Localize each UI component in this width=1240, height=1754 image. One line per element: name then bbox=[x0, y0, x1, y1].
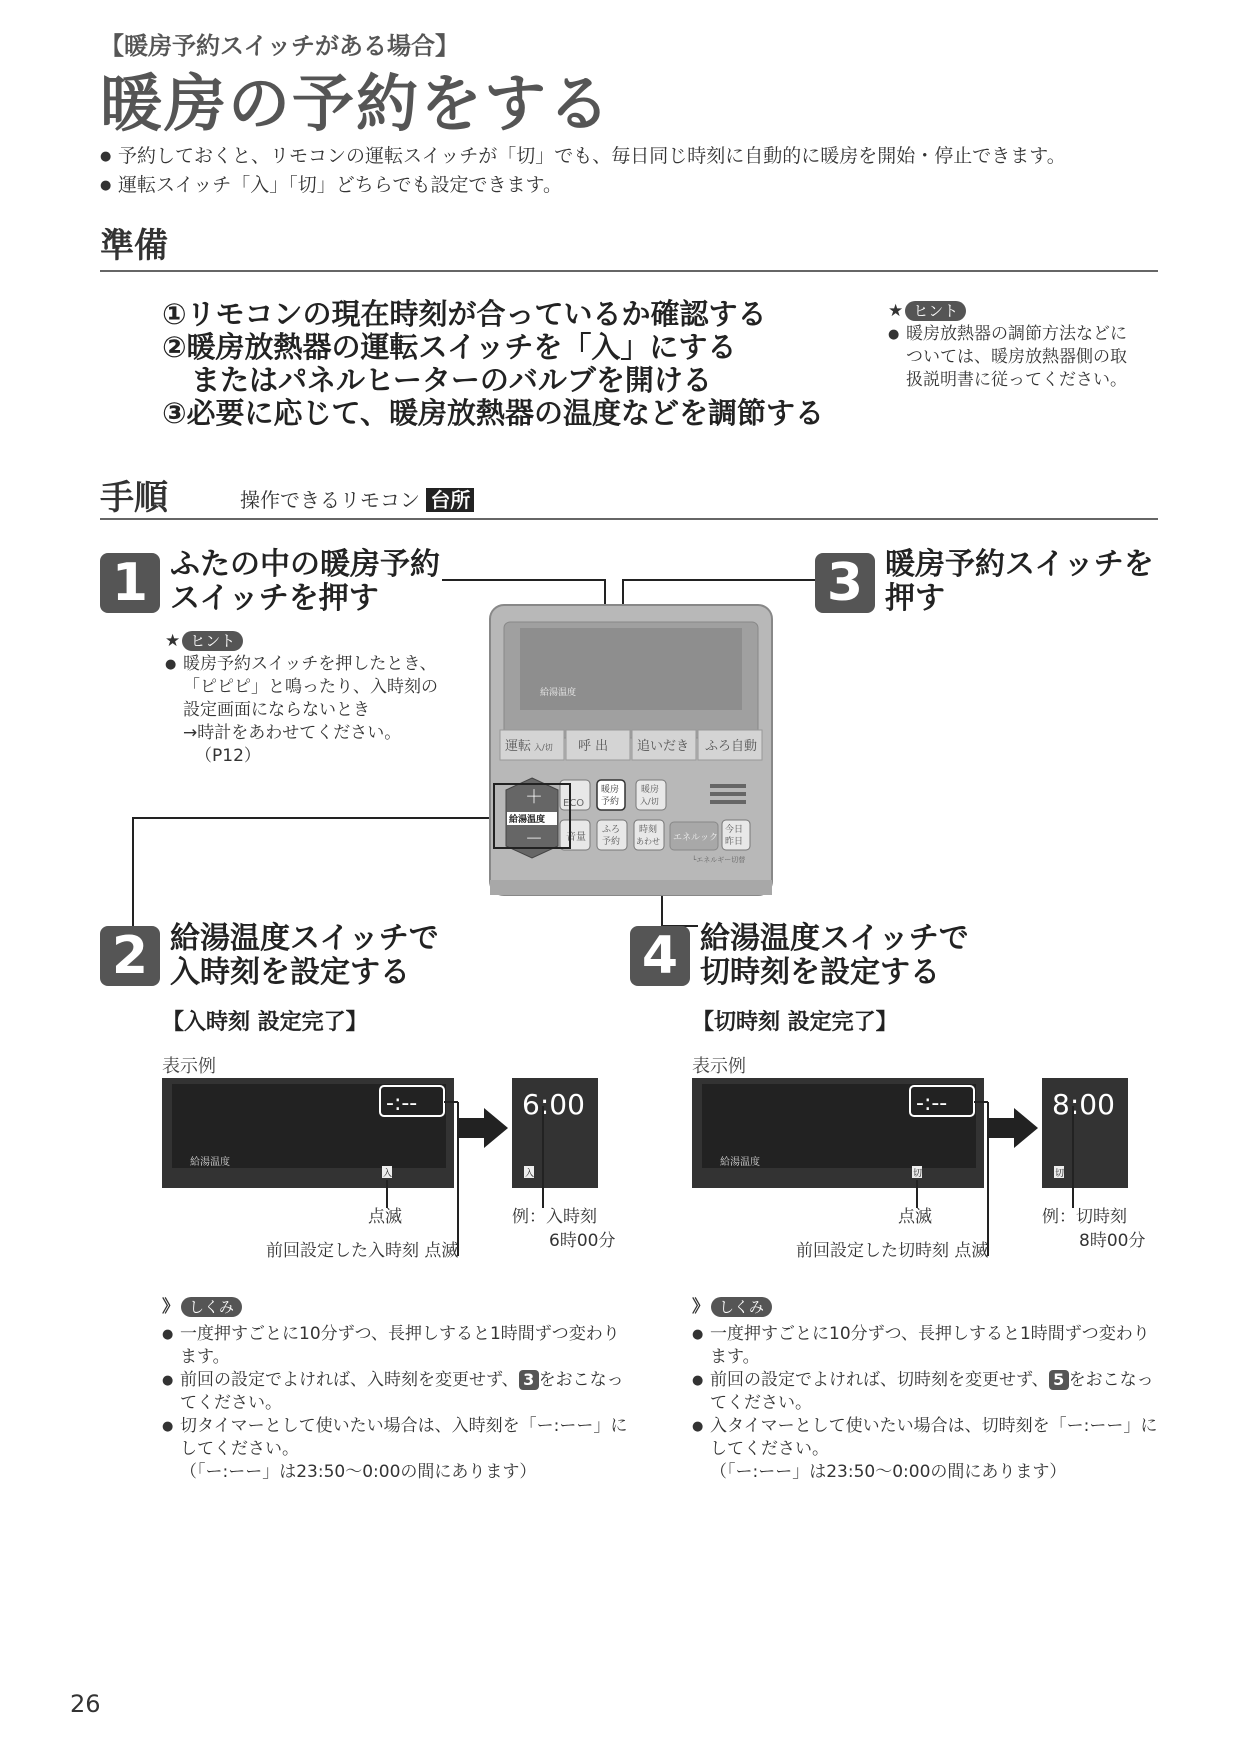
step-4-title bbox=[700, 922, 969, 990]
mech-item: ● 前回の設定でよければ、切時刻を変更せず、 5 をおこなってください。 bbox=[692, 1369, 1162, 1415]
temp-label: 給湯温度 bbox=[509, 815, 546, 825]
energy-sub-label: └エネルギー切替 bbox=[692, 856, 746, 864]
mech-item: ● 一度押すごとに10分ずつ、長押しすると1時間ずつ変わります。 bbox=[162, 1323, 632, 1369]
hint-line: ● 暖房放熱器の調節方法などに bbox=[906, 324, 1127, 344]
remote-screen-label[interactable]: 給湯温度 bbox=[540, 688, 577, 698]
bath-reserve-label: 予約 bbox=[602, 837, 621, 847]
left-display-label: 給湯温度 bbox=[190, 1157, 230, 1168]
heating-onoff-label: 暖房 bbox=[641, 785, 660, 795]
eco-button-label: ECO bbox=[563, 798, 585, 809]
left-result-time: 6:00 bbox=[522, 1088, 585, 1121]
hint-badge: ヒント bbox=[905, 301, 966, 321]
remote-label-text: 操作できるリモコン bbox=[240, 488, 420, 512]
right-blink-label: 点滅 bbox=[898, 1207, 932, 1227]
step-title-line: スイッチを押す bbox=[170, 581, 379, 616]
intro-item: ● 予約しておくと、リモコンの運転スイッチが「切」でも、毎日同じ時刻に自動的に暖房を開始・停止できます。 bbox=[100, 142, 1066, 171]
left-example-line1: 例：入時刻 bbox=[512, 1207, 597, 1227]
step-title-line: 押す bbox=[885, 581, 945, 616]
step-ref-badge: 5 bbox=[1049, 1370, 1069, 1390]
step-title-line: 入時刻を設定する bbox=[170, 955, 410, 990]
page-number: 26 bbox=[70, 1690, 101, 1718]
left-mechanism bbox=[162, 1296, 632, 1484]
double-chevron-icon: 》 bbox=[162, 1297, 179, 1317]
right-example-label: 表示例 bbox=[692, 1056, 746, 1077]
prep-item: ③必要に応じて、暖房放熱器の温度などを調節する bbox=[162, 396, 824, 430]
left-indicator: 入 bbox=[383, 1169, 393, 1179]
mech-badge: しくみ bbox=[711, 1297, 772, 1317]
bath-auto-button-label: ふろ自動 bbox=[705, 739, 758, 754]
speaker-icon bbox=[710, 784, 746, 804]
right-done-heading: 【切時刻 設定完了】 bbox=[692, 1010, 898, 1035]
intro-item: ● 運転スイッチ「入」「切」どちらでも設定できます。 bbox=[100, 171, 1066, 200]
left-example-line2: 6時00分 bbox=[549, 1231, 616, 1251]
left-blank-time: -:-- bbox=[386, 1091, 418, 1116]
right-blank-time: -:-- bbox=[916, 1091, 948, 1116]
step-title-line: ふたの中の暖房予約 bbox=[170, 547, 440, 582]
left-blink-label: 点滅 bbox=[368, 1207, 402, 1227]
prep-item: ②暖房放熱器の運転スイッチを「入」にする bbox=[162, 330, 737, 364]
today-label: 今日 bbox=[725, 825, 744, 835]
time-set-label: 時刻 bbox=[639, 825, 658, 835]
left-prev-label: 前回設定した入時刻 点滅 bbox=[266, 1241, 459, 1261]
bath-reserve-label: ふろ bbox=[602, 825, 621, 835]
right-indicator: 切 bbox=[913, 1169, 923, 1179]
energy-label: エネルック bbox=[673, 833, 719, 843]
heating-reserve-label: 暖房 bbox=[601, 785, 620, 795]
hint-line: 扱説明書に従ってください。 bbox=[906, 370, 1127, 390]
prep-item: またはパネルヒーターのバルブを開ける bbox=[162, 363, 712, 397]
hint-line: （P12） bbox=[195, 746, 261, 766]
mech-item: ● 切タイマーとして使いたい場合は、入時刻を「ー:ーー」にしてください。 （「ー:ーー」は23:50〜0:00の間にあります） bbox=[162, 1415, 632, 1484]
run-button-label: 運転 bbox=[505, 739, 532, 754]
hint-line: ● 暖房予約スイッチを押したとき、 bbox=[183, 654, 437, 674]
reheat-button-label: 追いだき bbox=[637, 739, 690, 754]
remote-bottom bbox=[490, 880, 772, 895]
step-title-line: 給湯温度スイッチで bbox=[700, 921, 969, 956]
hint-badge: ヒント bbox=[182, 631, 243, 651]
heating-onoff-label: 入/切 bbox=[640, 797, 659, 806]
right-mechanism bbox=[692, 1296, 1162, 1484]
mech-badge: しくみ bbox=[181, 1297, 242, 1317]
right-example-line2: 8時00分 bbox=[1079, 1231, 1146, 1251]
right-arrow-icon bbox=[458, 1108, 508, 1148]
hint-line: 設定画面にならないとき bbox=[183, 700, 370, 720]
hint-line: ついては、暖房放熱器側の取 bbox=[906, 347, 1127, 367]
step-1-number: 1 bbox=[100, 553, 160, 613]
step-ref-badge: 3 bbox=[519, 1370, 539, 1390]
double-chevron-icon: 》 bbox=[692, 1297, 709, 1317]
right-result-indicator: 切 bbox=[1055, 1169, 1065, 1179]
right-display-label: 給湯温度 bbox=[720, 1157, 760, 1168]
right-example-line1: 例：切時刻 bbox=[1042, 1207, 1127, 1227]
mech-item: ● 一度押すごとに10分ずつ、長押しすると1時間ずつ変わります。 bbox=[692, 1323, 1162, 1369]
call-button-label: 呼 出 bbox=[578, 739, 609, 754]
step-2-title bbox=[170, 922, 439, 990]
page-subtitle: 【暖房予約スイッチがある場合】 bbox=[100, 32, 460, 60]
right-result-time: 8:00 bbox=[1052, 1088, 1115, 1121]
preparation-heading: 準備 bbox=[100, 226, 168, 266]
step-title-line: 暖房予約スイッチを bbox=[885, 547, 1154, 582]
left-result-indicator: 入 bbox=[525, 1169, 535, 1179]
step-title-line: 給湯温度スイッチで bbox=[170, 921, 439, 956]
hint-line: →時計をあわせてください。 bbox=[183, 723, 402, 743]
step-title-line: 切時刻を設定する bbox=[700, 955, 940, 990]
step-3-number: 3 bbox=[815, 553, 875, 613]
prep-item: ①リモコンの現在時刻が合っているか確認する bbox=[162, 297, 767, 331]
remote-badge: 台所 bbox=[426, 488, 474, 512]
right-arrow-icon bbox=[988, 1108, 1038, 1148]
left-done-heading: 【入時刻 設定完了】 bbox=[162, 1010, 368, 1035]
right-prev-label: 前回設定した切時刻 点滅 bbox=[796, 1241, 989, 1261]
temp-plus-icon[interactable]: ＋ bbox=[525, 787, 543, 808]
temp-minus-icon[interactable]: － bbox=[525, 829, 543, 850]
procedure-heading: 手順 bbox=[100, 478, 168, 518]
page-title: 暖房の予約をする bbox=[100, 67, 613, 140]
mech-item: ● 前回の設定でよければ、入時刻を変更せず、 3 をおこなってください。 bbox=[162, 1369, 632, 1415]
step-2-number: 2 bbox=[100, 926, 160, 986]
heating-reserve-label: 予約 bbox=[601, 797, 620, 807]
star-icon: ★ bbox=[165, 631, 181, 651]
left-example-label: 表示例 bbox=[162, 1056, 216, 1077]
time-set-label: あわせ bbox=[636, 837, 660, 846]
star-icon: ★ bbox=[888, 301, 904, 321]
step-4-number: 4 bbox=[630, 926, 690, 986]
mech-item: ● 入タイマーとして使いたい場合は、切時刻を「ー:ーー」にしてください。 （「ー:ーー」は23:50〜0:00の間にあります） bbox=[692, 1415, 1162, 1484]
hint-line: 「ピピピ」と鳴ったり、入時刻の bbox=[183, 677, 438, 697]
today-label: 昨日 bbox=[725, 837, 744, 847]
volume-label: 音量 bbox=[566, 832, 586, 843]
run-onoff-label: 入/切 bbox=[534, 743, 553, 752]
